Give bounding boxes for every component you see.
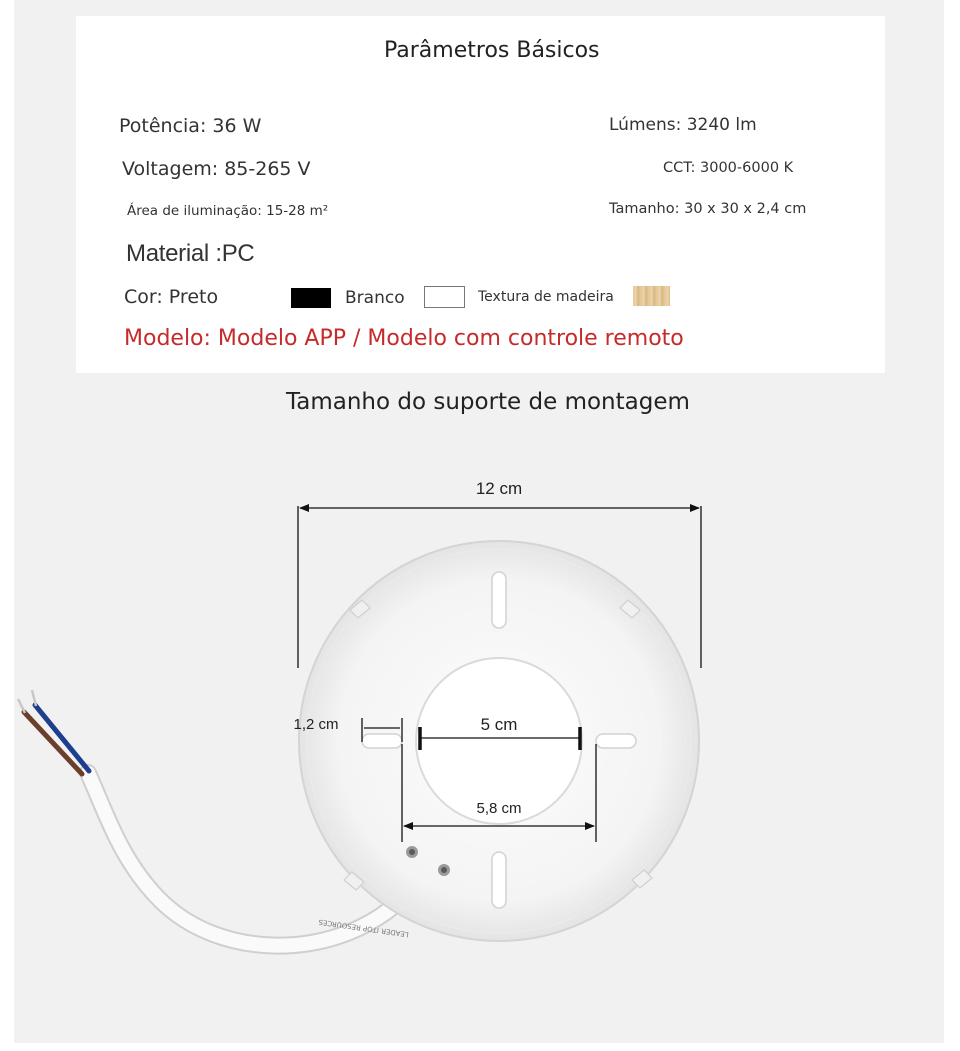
- cable-print-label: LEADER ITOP RESOURCES: [318, 917, 410, 939]
- mount-section-title: Tamanho do suporte de montagem: [286, 389, 690, 415]
- dim-outer-label: 12 cm: [475, 479, 523, 498]
- mounting-plate: [299, 541, 699, 941]
- spec-area: Área de iluminação: 15-28 m²: [127, 203, 329, 219]
- spec-size: Tamanho: 30 x 30 x 2,4 cm: [609, 201, 807, 217]
- color-white-label: Branco: [345, 288, 405, 308]
- spec-power: Potência: 36 W: [119, 115, 262, 137]
- color-label: Cor: Preto: [124, 286, 219, 308]
- spec-cct: CCT: 3000-6000 K: [663, 160, 794, 176]
- spec-lumens: Lúmens: 3240 lm: [609, 115, 757, 135]
- spec-voltage: Voltagem: 85-265 V: [122, 158, 311, 180]
- model-line: Modelo: Modelo APP / Modelo com controle remoto: [124, 326, 684, 351]
- parameters-title: Parâmetros Básicos: [384, 38, 600, 63]
- color-wood-label: Textura de madeira: [478, 289, 614, 305]
- spec-material: Material :PC: [126, 240, 255, 267]
- dim-hole-label: 5 cm: [480, 715, 518, 734]
- dim-slot-label: 1,2 cm: [293, 716, 339, 733]
- dim-span-label: 5,8 cm: [476, 800, 522, 817]
